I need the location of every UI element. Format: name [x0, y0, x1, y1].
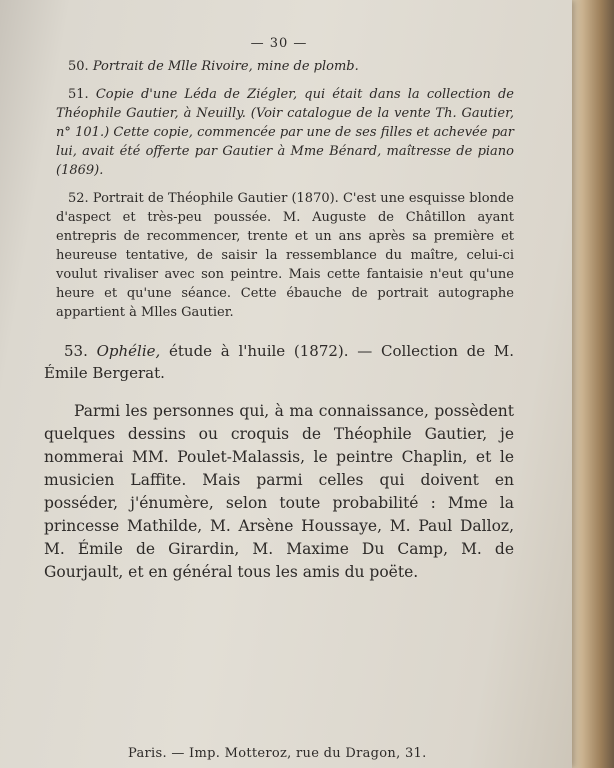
entry-text: Portrait de Mlle Rivoire, mine de plomb. — [92, 59, 359, 74]
book-edge — [570, 0, 614, 768]
entry-title: Ophélie, — [96, 342, 161, 360]
entry-number: 53. — [64, 342, 88, 360]
catalogue-entry-50 — [44, 57, 514, 76]
entry-number: 52. — [68, 191, 89, 206]
catalogue-entry-53 — [44, 340, 514, 384]
printer-imprint: Paris. — Imp. Motteroz, rue du Dragon, 31. — [128, 746, 427, 761]
entry-number: 51. — [68, 87, 89, 102]
page-number: — 30 — — [250, 36, 308, 51]
catalogue-entry-51 — [44, 85, 514, 180]
catalogue-entry-52 — [44, 189, 514, 322]
entry-text: Copie d'une Léda de Ziégler, qui était dans la collection de Théophile Gautier, à Neuilly. (Voir catalogue de la vente Th. Gautier, n° 101.) Cette copie, commencée par une de ses filles et achevée par lui, avait été offerte par Gautier à Mme Bénard, maîtresse de piano (1869). — [56, 87, 514, 178]
entry-number: 50. — [68, 59, 89, 74]
entry-text: étude à l'huile (1872). — Collection de M. Émile Bergerat. — [44, 342, 514, 382]
entry-text: Portrait de Théophile Gautier (1870). C'est une esquisse blonde d'aspect et très-peu poussée. M. Auguste de Châtillon ayant entrepris de recommencer, trente et un ans après sa première et heureuse tentative, de saisir la ressemblance du maître, celui-ci voulut rivaliser avec son peintre. Mais cette fantaisie n'eut qu'une heure et qu'une séance. Cette ébauche de portrait autographe appartient à Mlles Gautier. — [56, 191, 514, 320]
page-content — [44, 36, 514, 584]
body-paragraph: Parmi les personnes qui, à ma connaissance, possèdent quelques dessins ou croquis de Théophile Gautier, je nommerai MM. Poulet-Malassis, le peintre Chaplin, et le musicien Laffite. Mais parmi celles qui doivent en posséder, j'énumère, selon toute probabilité : Mme la princesse Mathilde, M. Arsène Houssaye, M. Paul Dalloz, M. Émile de Girardin, M. Maxime Du Camp, M. de Gourjault, et en général tous les amis du poëte. — [44, 402, 514, 581]
